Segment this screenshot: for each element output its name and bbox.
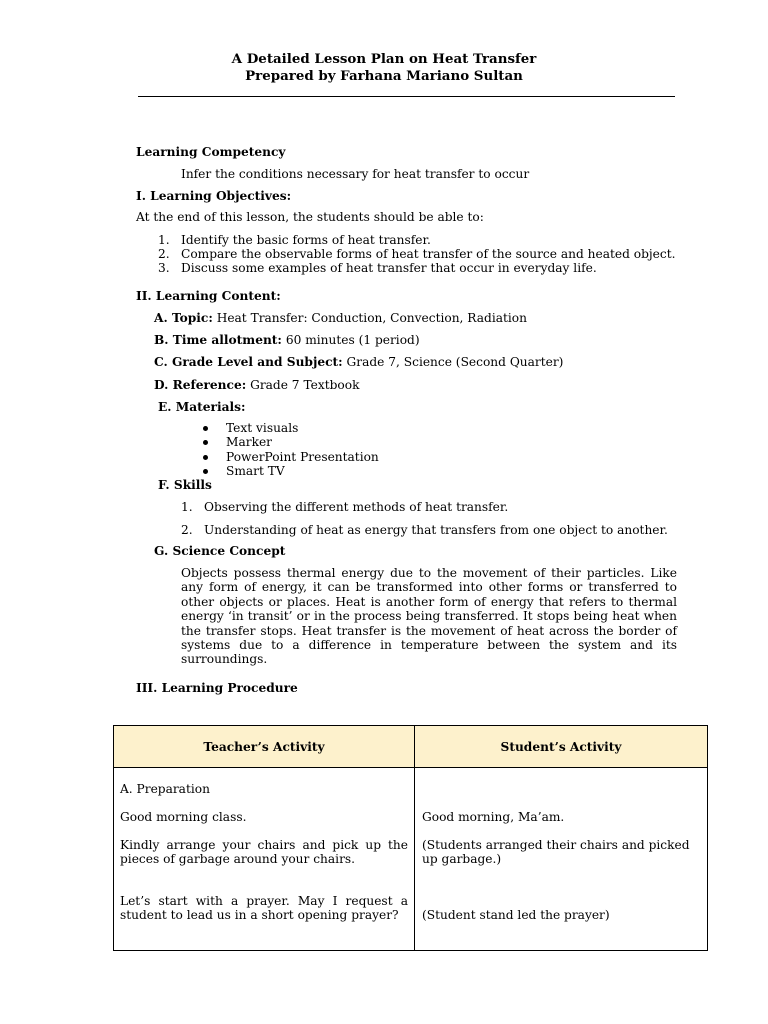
material-item: PowerPoint Presentation: [226, 450, 379, 464]
time-line: [154, 333, 420, 347]
time-value: 60 minutes (1 period): [285, 333, 420, 347]
content-heading: II. Learning Content:: [136, 289, 281, 303]
teacher-greeting: Good morning class.: [120, 810, 247, 824]
topic-value: Heat Transfer: Conduction, Convection, Radiation: [216, 311, 527, 325]
concept-label: G. Science Concept: [154, 544, 286, 558]
bullet-icon: [203, 455, 208, 460]
material-item: Smart TV: [226, 464, 285, 478]
teacher-arrange-instruction: Kindly arrange your chairs and pick up the pieces of garbage around your chairs.: [120, 838, 408, 866]
teacher-prayer-request: Let’s start with a prayer. May I request a student to lead us in a short opening prayer?: [120, 894, 408, 922]
document-title: A Detailed Lesson Plan on Heat Transfer: [231, 51, 537, 67]
objective-item: Compare the observable forms of heat transfer of the source and heated object.: [181, 247, 676, 261]
topic-label: A. Topic:: [154, 311, 213, 325]
material-item: Text visuals: [226, 421, 299, 435]
grade-label: C. Grade Level and Subject:: [154, 355, 343, 369]
time-label: B. Time allotment:: [154, 333, 282, 347]
student-arrange-response: (Students arranged their chairs and picked up garbage.): [422, 838, 690, 866]
materials-label: E. Materials:: [158, 400, 246, 414]
title-divider: [138, 96, 675, 97]
topic-line: [154, 311, 527, 325]
skill-item: Observing the different methods of heat transfer.: [204, 500, 509, 514]
reference-label: D. Reference:: [154, 378, 247, 392]
document-author: Prepared by Farhana Mariano Sultan: [245, 68, 523, 84]
objective-number: 2.: [158, 247, 170, 261]
grade-line: [154, 355, 563, 369]
procedure-header-row: [114, 726, 708, 768]
preparation-label: A. Preparation: [120, 782, 210, 796]
student-column-header: Student’s Activity: [415, 726, 708, 768]
skill-number: 1.: [181, 500, 193, 514]
grade-value: Grade 7, Science (Second Quarter): [346, 355, 564, 369]
skill-item: Understanding of heat as energy that transfers from one object to another.: [204, 523, 668, 537]
competency-text: Infer the conditions necessary for heat transfer to occur: [181, 167, 530, 181]
objective-item: Identify the basic forms of heat transfer.: [181, 233, 431, 247]
objective-item: Discuss some examples of heat transfer that occur in everyday life.: [181, 261, 597, 275]
objective-number: 3.: [158, 261, 170, 275]
student-greeting: Good morning, Ma’am.: [422, 810, 565, 824]
student-activity-cell: [415, 768, 708, 951]
objectives-heading: I. Learning Objectives:: [136, 189, 292, 203]
skills-label: F. Skills: [158, 478, 212, 492]
reference-line: [154, 378, 359, 392]
competency-heading: Learning Competency: [136, 145, 286, 159]
bullet-icon: [203, 469, 208, 474]
objectives-intro: At the end of this lesson, the students should be able to:: [136, 210, 484, 224]
procedure-heading: III. Learning Procedure: [136, 681, 298, 695]
bullet-icon: [203, 426, 208, 431]
procedure-table: [113, 725, 708, 951]
bullet-icon: [203, 440, 208, 445]
material-item: Marker: [226, 435, 272, 449]
student-prayer-response: (Student stand led the prayer): [422, 908, 610, 922]
reference-value: Grade 7 Textbook: [250, 378, 360, 392]
teacher-column-header: Teacher’s Activity: [114, 726, 415, 768]
procedure-row: [114, 768, 708, 951]
skill-number: 2.: [181, 523, 193, 537]
concept-paragraph: Objects possess thermal energy due to the movement of their particles. Like any form of energy, it can be transformed into other forms or transferred to other objects or places. Heat is another form of energy that refers to thermal energy ‘in transit’ or in the process being transferred. It stops being heat when the transfer stops. Heat transfer is the movement of heat across the border of systems due to a difference in temperature between the system and its surroundings.: [181, 566, 677, 667]
teacher-activity-cell: [114, 768, 415, 951]
objective-number: 1.: [158, 233, 170, 247]
